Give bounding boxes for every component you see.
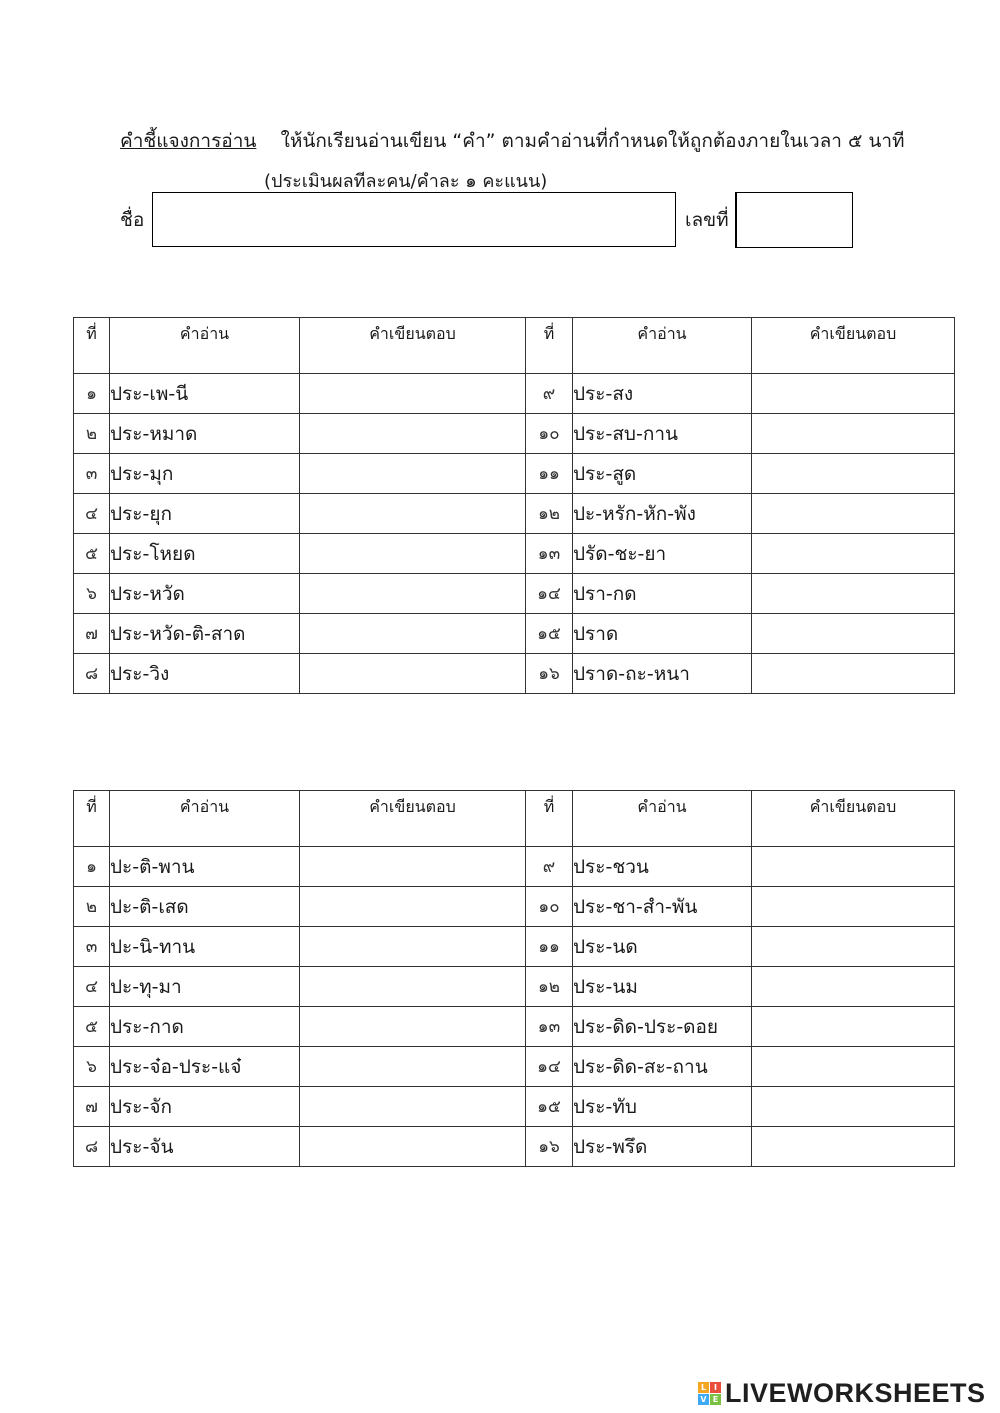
answer-cell[interactable] [300, 927, 526, 967]
table-row [74, 1127, 955, 1167]
answer-cell[interactable] [752, 967, 955, 1007]
answer-cell[interactable] [752, 614, 955, 654]
answer-cell[interactable] [300, 1007, 526, 1047]
reading-word: ประ-กาด [110, 1007, 300, 1047]
instructions [120, 126, 905, 156]
answer-field[interactable] [300, 1007, 525, 1046]
logo-mark-letter: E [710, 1394, 721, 1405]
reading-word: ประ-สง [573, 374, 752, 414]
answer-cell[interactable] [752, 1007, 955, 1047]
reading-word: ประ-ชา-สำ-พัน [573, 887, 752, 927]
reading-word: ประ-หมาด [110, 414, 300, 454]
reading-word: ปราด [573, 614, 752, 654]
reading-word: ปะ-ทุ-มา [110, 967, 300, 1007]
answer-field[interactable] [300, 1087, 525, 1126]
row-number: ๑๑ [526, 454, 573, 494]
answer-field[interactable] [300, 1047, 525, 1086]
reading-word: ประ-วิง [110, 654, 300, 694]
worksheet-table-2 [73, 790, 955, 1167]
answer-cell[interactable] [300, 1087, 526, 1127]
answer-cell[interactable] [752, 454, 955, 494]
table-row [74, 374, 955, 414]
answer-field[interactable] [300, 414, 525, 453]
answer-field[interactable] [752, 614, 954, 653]
reading-word: ประ-หวัด-ติ-สาด [110, 614, 300, 654]
answer-cell[interactable] [300, 614, 526, 654]
row-number: ๖ [74, 1047, 110, 1087]
answer-cell[interactable] [752, 1127, 955, 1167]
reading-word: ประ-ยุก [110, 494, 300, 534]
table-row [74, 927, 955, 967]
row-number: ๑๓ [526, 1007, 573, 1047]
row-number: ๗ [74, 1087, 110, 1127]
row-number: ๒ [74, 414, 110, 454]
answer-cell[interactable] [300, 847, 526, 887]
scoring-note: (ประเมินผลทีละคน/คำละ ๑ คะแนน) [264, 171, 548, 192]
answer-cell[interactable] [300, 414, 526, 454]
table-row [74, 967, 955, 1007]
answer-cell[interactable] [752, 574, 955, 614]
instructions-text: ให้นักเรียนอ่านเขียน “คำ” ตามคำอ่านที่กำหนดให้ถูกต้องภายในเวลา ๕ นาที [280, 130, 905, 152]
reading-word: ปะ-หรัก-หัก-พัง [573, 494, 752, 534]
logo-text: LIVEWORKSHEETS [725, 1378, 986, 1408]
answer-field[interactable] [752, 1087, 954, 1126]
header-no: ที่ [74, 318, 110, 374]
answer-field[interactable] [300, 887, 525, 926]
reading-word: ประ-โหยด [110, 534, 300, 574]
row-number: ๖ [74, 574, 110, 614]
row-number: ๓ [74, 927, 110, 967]
reading-word: ประ-จัก [110, 1087, 300, 1127]
row-number: ๔ [74, 494, 110, 534]
table-row [74, 574, 955, 614]
answer-cell[interactable] [300, 494, 526, 534]
header-reading: คำอ่าน [110, 791, 300, 847]
answer-field[interactable] [300, 534, 525, 573]
answer-field[interactable] [300, 847, 525, 886]
number-field[interactable] [735, 192, 853, 248]
row-number: ๑๐ [526, 414, 573, 454]
reading-word: ประ-เพ-นี [110, 374, 300, 414]
row-number: ๘ [74, 654, 110, 694]
answer-field[interactable] [300, 494, 525, 533]
reading-word: ประ-จัน [110, 1127, 300, 1167]
reading-word: ปราด-ถะ-หนา [573, 654, 752, 694]
answer-field[interactable] [752, 1007, 954, 1046]
row-number: ๑๕ [526, 614, 573, 654]
answer-cell[interactable] [752, 374, 955, 414]
row-number: ๗ [74, 614, 110, 654]
answer-cell[interactable] [300, 574, 526, 614]
name-field[interactable] [152, 192, 676, 247]
answer-field[interactable] [752, 1127, 954, 1166]
worksheet-table-1 [73, 317, 955, 694]
answer-cell[interactable] [752, 1087, 955, 1127]
reading-word: ประ-มุก [110, 454, 300, 494]
reading-word: ประ-ทับ [573, 1087, 752, 1127]
reading-word: ประ-พรึด [573, 1127, 752, 1167]
answer-field[interactable] [752, 534, 954, 573]
header-no: ที่ [526, 791, 573, 847]
row-number: ๑๔ [526, 574, 573, 614]
row-number: ๙ [526, 374, 573, 414]
answer-cell[interactable] [752, 847, 955, 887]
table-row [74, 494, 955, 534]
answer-field[interactable] [300, 654, 525, 693]
table-row [74, 414, 955, 454]
answer-field[interactable] [752, 654, 954, 693]
answer-cell[interactable] [752, 654, 955, 694]
answer-cell[interactable] [300, 534, 526, 574]
table-row [74, 654, 955, 694]
row-number: ๒ [74, 887, 110, 927]
answer-field[interactable] [300, 454, 525, 493]
table-row [74, 1007, 955, 1047]
answer-field[interactable] [752, 887, 954, 926]
table-row [74, 454, 955, 494]
logo-mark-letter: I [710, 1382, 721, 1393]
answer-field[interactable] [752, 847, 954, 886]
reading-word: ปรา-กด [573, 574, 752, 614]
answer-field[interactable] [300, 1127, 525, 1166]
answer-field[interactable] [752, 967, 954, 1006]
row-number: ๕ [74, 1007, 110, 1047]
liveworksheets-logo [698, 1378, 986, 1409]
table-header-row [74, 791, 955, 847]
table-row [74, 1087, 955, 1127]
answer-field[interactable] [752, 494, 954, 533]
table-row [74, 534, 955, 574]
answer-cell[interactable] [752, 1047, 955, 1087]
header-reading: คำอ่าน [573, 791, 752, 847]
answer-field[interactable] [752, 1047, 954, 1086]
table-row [74, 847, 955, 887]
row-number: ๑๓ [526, 534, 573, 574]
answer-field[interactable] [752, 927, 954, 966]
answer-field[interactable] [300, 614, 525, 653]
name-label: ชื่อ [120, 209, 145, 231]
row-number: ๔ [74, 967, 110, 1007]
answer-cell[interactable] [300, 1047, 526, 1087]
row-number: ๑๒ [526, 967, 573, 1007]
answer-cell[interactable] [300, 454, 526, 494]
answer-field[interactable] [300, 927, 525, 966]
reading-word: ปรัด-ชะ-ยา [573, 534, 752, 574]
reading-word: ประ-จ๋อ-ประ-แจ๋ [110, 1047, 300, 1087]
row-number: ๑๖ [526, 654, 573, 694]
answer-cell[interactable] [752, 494, 955, 534]
answer-field[interactable] [300, 374, 525, 413]
table-row [74, 1047, 955, 1087]
answer-cell[interactable] [752, 887, 955, 927]
reading-word: ประ-ดิด-ประ-ดอย [573, 1007, 752, 1047]
row-number: ๑๒ [526, 494, 573, 534]
reading-word: ประ-นด [573, 927, 752, 967]
row-number: ๑๖ [526, 1127, 573, 1167]
row-number: ๓ [74, 454, 110, 494]
reading-word: ประ-สบ-กาน [573, 414, 752, 454]
number-label: เลขที่ [685, 209, 729, 231]
answer-field[interactable] [752, 454, 954, 493]
reading-word: ประ-สูด [573, 454, 752, 494]
reading-word: ปะ-นิ-ทาน [110, 927, 300, 967]
answer-cell[interactable] [300, 1127, 526, 1167]
answer-field[interactable] [752, 374, 954, 413]
header-answer: คำเขียนตอบ [752, 318, 955, 374]
row-number: ๑๐ [526, 887, 573, 927]
table-row [74, 614, 955, 654]
answer-field[interactable] [300, 574, 525, 613]
instructions-heading: คำชี้แจงการอ่าน [120, 130, 257, 152]
row-number: ๕ [74, 534, 110, 574]
reading-word: ปะ-ติ-เสด [110, 887, 300, 927]
row-number: ๘ [74, 1127, 110, 1167]
row-number: ๑ [74, 847, 110, 887]
table-header-row [74, 318, 955, 374]
answer-field[interactable] [752, 574, 954, 613]
logo-mark-letter: L [698, 1382, 709, 1393]
logo-mark-letter: V [698, 1394, 709, 1405]
answer-cell[interactable] [752, 927, 955, 967]
header-reading: คำอ่าน [110, 318, 300, 374]
reading-word: ปะ-ติ-พาน [110, 847, 300, 887]
logo-mark-icon [698, 1382, 721, 1405]
answer-cell[interactable] [300, 374, 526, 414]
reading-word: ประ-ชวน [573, 847, 752, 887]
header-no: ที่ [74, 791, 110, 847]
answer-cell[interactable] [300, 967, 526, 1007]
answer-cell[interactable] [300, 887, 526, 927]
answer-cell[interactable] [752, 534, 955, 574]
row-number: ๑๑ [526, 927, 573, 967]
answer-cell[interactable] [752, 414, 955, 454]
row-number: ๙ [526, 847, 573, 887]
answer-field[interactable] [752, 414, 954, 453]
header-answer: คำเขียนตอบ [300, 318, 526, 374]
header-answer: คำเขียนตอบ [752, 791, 955, 847]
answer-cell[interactable] [300, 654, 526, 694]
table-row [74, 887, 955, 927]
row-number: ๑๔ [526, 1047, 573, 1087]
answer-field[interactable] [300, 967, 525, 1006]
reading-word: ประ-นม [573, 967, 752, 1007]
header-no: ที่ [526, 318, 573, 374]
reading-word: ประ-หวัด [110, 574, 300, 614]
reading-word: ประ-ดิด-สะ-ถาน [573, 1047, 752, 1087]
row-number: ๑๕ [526, 1087, 573, 1127]
header-reading: คำอ่าน [573, 318, 752, 374]
row-number: ๑ [74, 374, 110, 414]
header-answer: คำเขียนตอบ [300, 791, 526, 847]
